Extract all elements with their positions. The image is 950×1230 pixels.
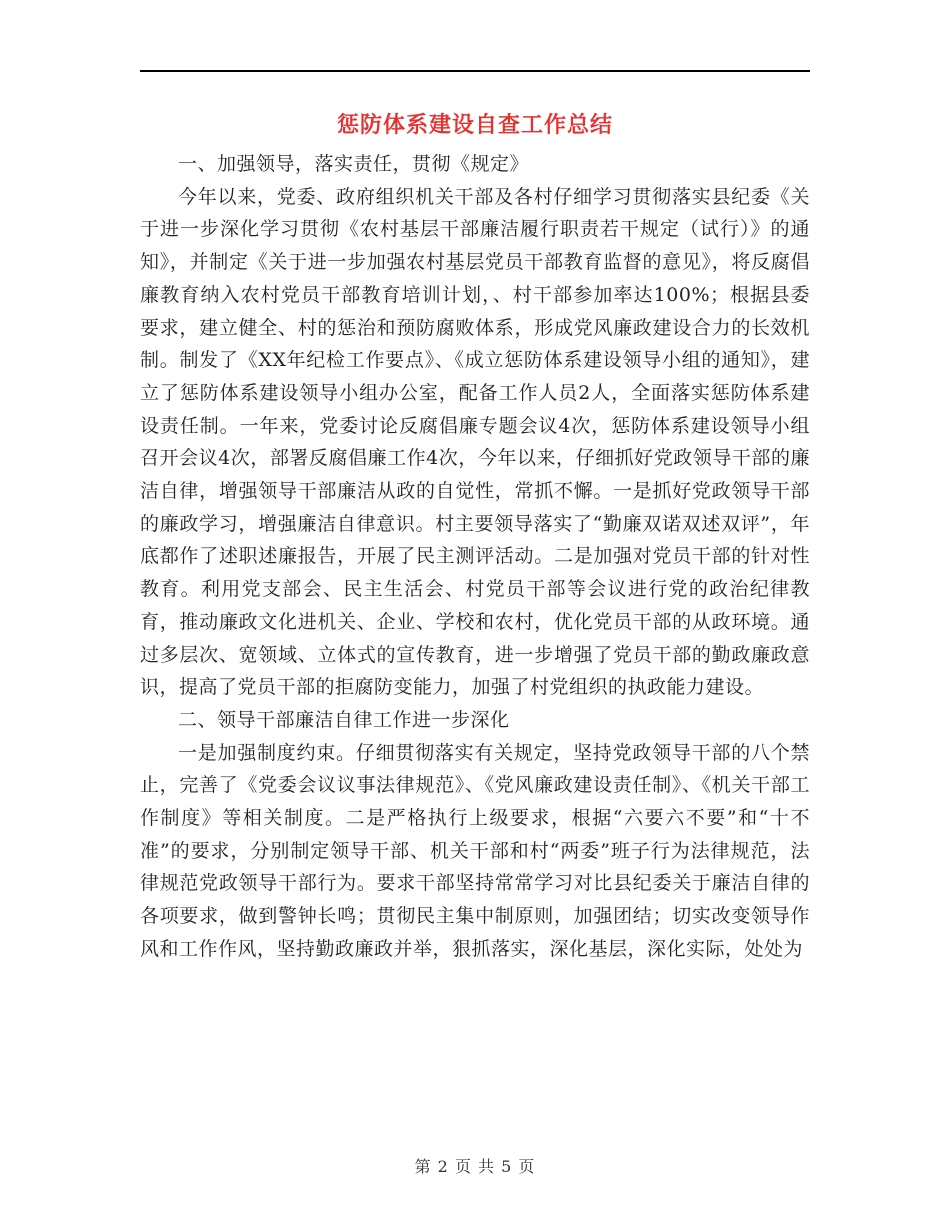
section-2-paragraph: 一是加强制度约束。仔细贯彻落实有关规定，坚持党政领导干部的八个禁止，完善了《党委会议议事法律规范》、《党风廉政建设责任制》、《机关干部工作制度》等相关制度。二是严格执行上级要求，根据“六要六不要”和“十不准”的要求，分别制定领导干部、机关干部和村“两委”班子行为法律规范，法律规范党政领导干部行为。要求干部坚持常常学习对比县纪委关于廉洁自律的各项要求，做到警钟长鸣；贯彻民主集中制原则，加强团结；切实改变领导作风和工作作风，坚持勤政廉政并举，狠抓落实，深化基层，深化实际，处处为 <box>140 741 810 960</box>
header-rule <box>140 70 810 72</box>
section-1-paragraph: 今年以来，党委、政府组织机关干部及各村仔细学习贯彻落实县纪委《关于进一步深化学习贯彻《农村基层干部廉洁履行职责若干规定（试行）》的通知》，并制定《关于进一步加强农村基层党员干部教育监督的意见》，将反腐倡廉教育纳入农村党员干部教育培训计划，、村干部参加率达100%；根据县委要求，建立健全、村的惩治和预防腐败体系，形成党风廉政建设合力的长效机制。制发了《XX年纪检工作要点》、《成立惩防体系建设领导小组的通知》，建立了惩防体系建设领导小组办公室，配备工作人员2人，全面落实惩防体系建设责任制。一年来，党委讨论反腐倡廉专题会议4次，惩防体系建设领导小组召开会议4次，部署反腐倡廉工作4次，今年以来，仔细抓好党政领导干部的廉洁自律，增强领导干部廉洁从政的自觉性，常抓不懈。一是抓好党政领导干部的廉政学习，增强廉洁自律意识。村主要领导落实了“勤廉双诺双述双评”，年底都作了述职述廉报告，开展了民主测评活动。二是加强对党员干部的针对性教育。利用党支部会、民主生活会、村党员干部等会议进行党的政治纪律教育，推动廉政文化进机关、企业、学校和农村，优化党员干部的从政环境。通过多层次、宽领域、立体式的宣传教育，进一步增强了党员干部的勤政廉政意识，提高了党员干部的拒腐防变能力，加强了村党组织的执政能力建设。 <box>140 185 810 699</box>
document-body <box>140 148 810 966</box>
section-2-heading: 二、领导干部廉洁自律工作进一步深化 <box>178 708 510 731</box>
document-title: 惩防体系建设自查工作总结 <box>336 112 613 138</box>
page-number-footer: 第 2 页 共 5 页 <box>414 1157 536 1176</box>
section-1-heading: 一、加强领导，落实责任，贯彻《规定》 <box>178 153 530 175</box>
